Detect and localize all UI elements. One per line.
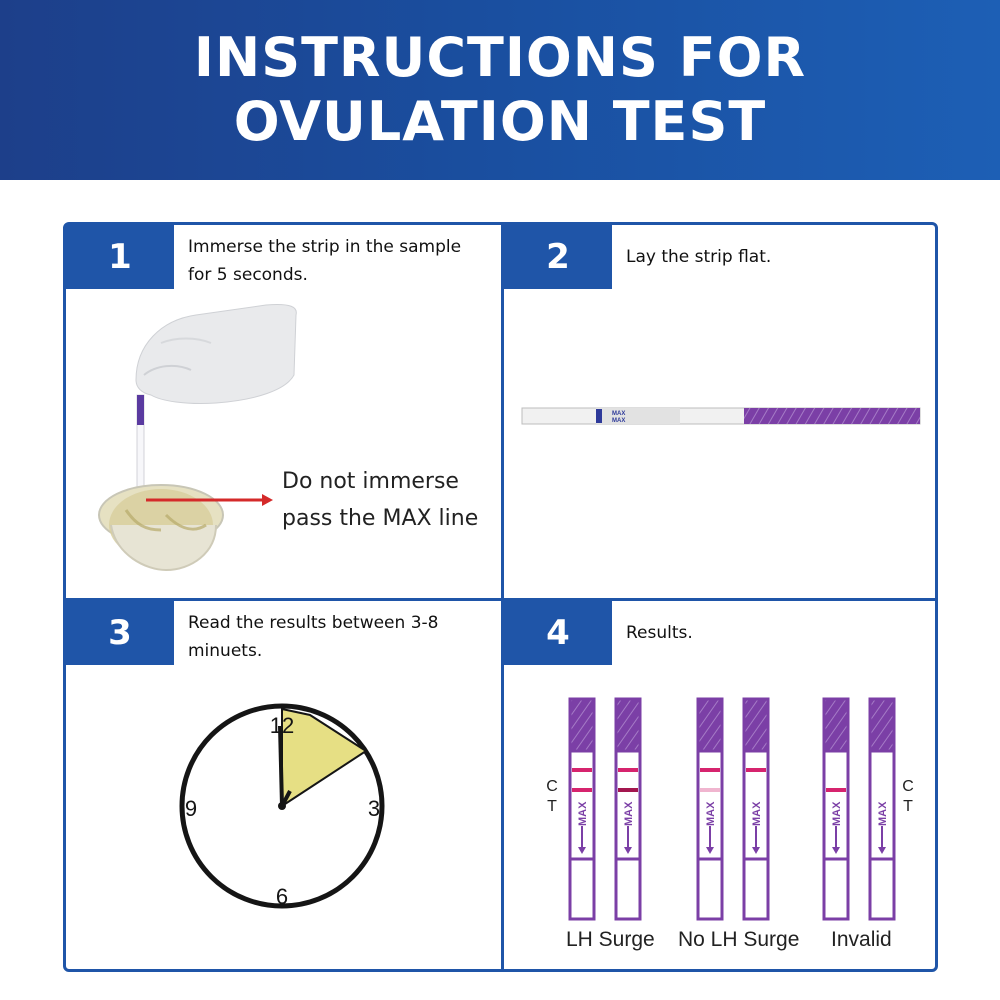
right-t-label: T <box>903 798 913 815</box>
test-line <box>572 788 592 792</box>
result-label-lh-surge: LH Surge <box>566 928 655 951</box>
flat-strip-max-text-1: MAX <box>612 411 626 417</box>
result-strip-5 <box>824 699 848 919</box>
step-1-panel <box>66 225 500 597</box>
result-strip-3 <box>698 699 722 919</box>
result-label-invalid: Invalid <box>831 928 892 951</box>
clock-label-9: 9 <box>184 796 198 821</box>
control-line <box>700 768 720 772</box>
step-1-instruction: Immerse the strip in the sample for 5 seconds. <box>188 237 462 285</box>
test-line <box>618 788 638 792</box>
step-4-panel <box>504 601 938 973</box>
test-line <box>826 788 846 792</box>
step-3-number: 3 <box>66 601 174 665</box>
left-t-label: T <box>547 798 557 815</box>
step-2-instruction: Lay the strip flat. <box>626 247 772 267</box>
flat-strip-illustration <box>504 225 938 597</box>
result-strip-1 <box>570 699 594 919</box>
step-1-callout: Do not immerse pass the MAX line <box>282 469 479 531</box>
instruction-grid <box>63 222 938 972</box>
flat-strip-handle <box>744 408 920 424</box>
step-4-instruction: Results. <box>626 623 693 643</box>
strip-max-label: MAX <box>877 801 889 826</box>
step-2-number: 2 <box>504 225 612 289</box>
page-title-line-1: INSTRUCTIONS FOR <box>193 26 807 89</box>
step-3-instruction: Read the results between 3-8 minuets. <box>188 613 439 661</box>
page-title-line-2: OVULATION TEST <box>233 90 767 153</box>
strip-max-label: MAX <box>623 801 635 826</box>
clock-label-12: 12 <box>269 713 295 738</box>
left-c-label: C <box>546 778 558 795</box>
gloved-hand <box>136 304 296 403</box>
clock-illustration <box>66 601 500 973</box>
result-strip-4 <box>744 699 768 919</box>
step-3-panel <box>66 601 500 973</box>
control-line <box>618 768 638 772</box>
clock-label-6: 6 <box>275 884 289 909</box>
result-strip-6 <box>870 699 894 919</box>
right-c-label: C <box>902 778 914 795</box>
step-4-number: 4 <box>504 601 612 665</box>
strip-max-label: MAX <box>577 801 589 826</box>
result-strip-2 <box>616 699 640 919</box>
page-header <box>0 0 1000 180</box>
strip-max-label: MAX <box>705 801 717 826</box>
immerse-strip-illustration <box>66 225 500 597</box>
control-line <box>746 768 766 772</box>
clock-hand-minute <box>280 726 282 806</box>
test-line <box>700 788 720 792</box>
clock-label-3: 3 <box>367 796 381 821</box>
step-1-number: 1 <box>66 225 174 289</box>
strip-max-label: MAX <box>751 801 763 826</box>
results-illustration <box>504 601 938 973</box>
step-2-panel <box>504 225 938 597</box>
control-line <box>572 768 592 772</box>
strip-max-label: MAX <box>831 801 843 826</box>
flat-strip-max-text-2: MAX <box>612 418 626 424</box>
result-label-no-lh-surge: No LH Surge <box>678 928 800 951</box>
